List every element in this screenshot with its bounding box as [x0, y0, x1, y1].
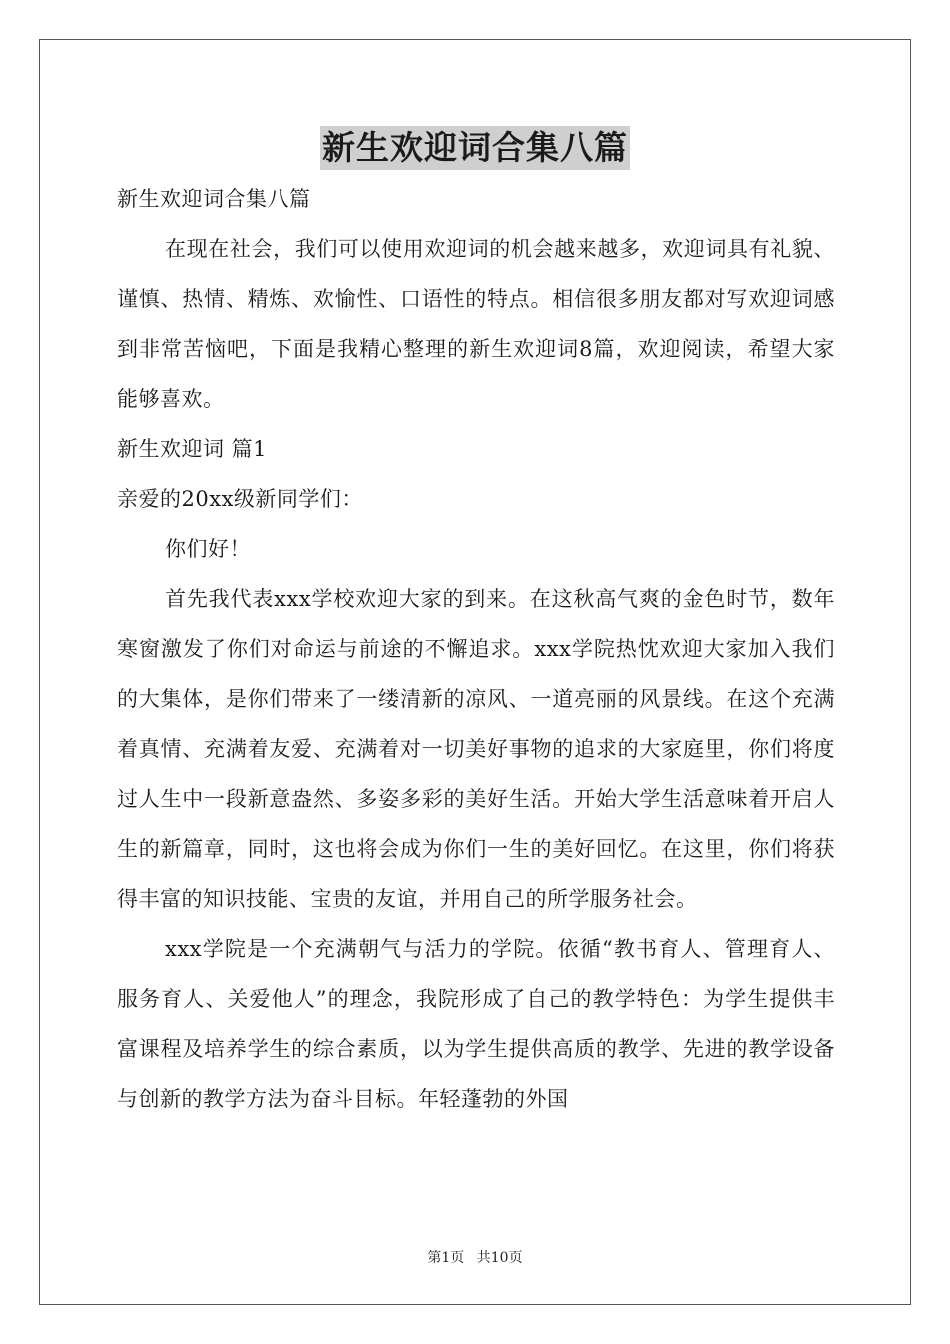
page-number: 第1页 — [427, 1250, 465, 1266]
page-total: 共10页 — [476, 1250, 523, 1266]
title-wrap — [0, 126, 950, 170]
paragraph: xxx学院是一个充满朝气与活力的学院。依循“教书育人、管理育人、服务育人、关爱他人”的理念，我院形成了自己的教学特色：为学生提供丰富课程及培养学生的综合素质，以为学生提供高质的教学、先进的教学设备与创新的教学方法为奋斗目标。年轻蓬勃的外国 — [117, 937, 835, 1111]
page-title: 新生欢迎词合集八篇 — [320, 126, 630, 170]
paragraph: 新生欢迎词合集八篇 — [117, 187, 311, 211]
greeting: 你们好！ — [165, 537, 251, 561]
paragraph: 首先我代表xxx学校欢迎大家的到来。在这秋高气爽的金色时节，数年寒窗激发了你们对命运与前途的不懈追求。xxx学院热忱欢迎大家加入我们的大集体，是你们带来了一缕清新的凉风、一道亮丽的风景线。在这个充满着真情、充满着友爱、充满着对一切美好事物的追求的大家庭里，你们将度过人生中一段新意盎然、多姿多彩的美好生活。开始大学生活意味着开启人生的新篇章，同时，这也将会成为你们一生的美好回忆。在这里，你们将获得丰富的知识技能、宝贵的友谊，并用自己的所学服务社会。 — [117, 587, 835, 911]
page-footer — [0, 1247, 950, 1267]
salutation: 亲爱的20xx级新同学们： — [117, 487, 363, 511]
document-body — [117, 174, 835, 1124]
section-heading: 新生欢迎词 篇1 — [117, 437, 268, 461]
paragraph: 在现在社会，我们可以使用欢迎词的机会越来越多，欢迎词具有礼貌、谨慎、热情、精炼、欢愉性、口语性的特点。相信很多朋友都对写欢迎词感到非常苦恼吧，下面是我精心整理的新生欢迎词8篇，欢迎阅读，希望大家能够喜欢。 — [117, 237, 835, 411]
